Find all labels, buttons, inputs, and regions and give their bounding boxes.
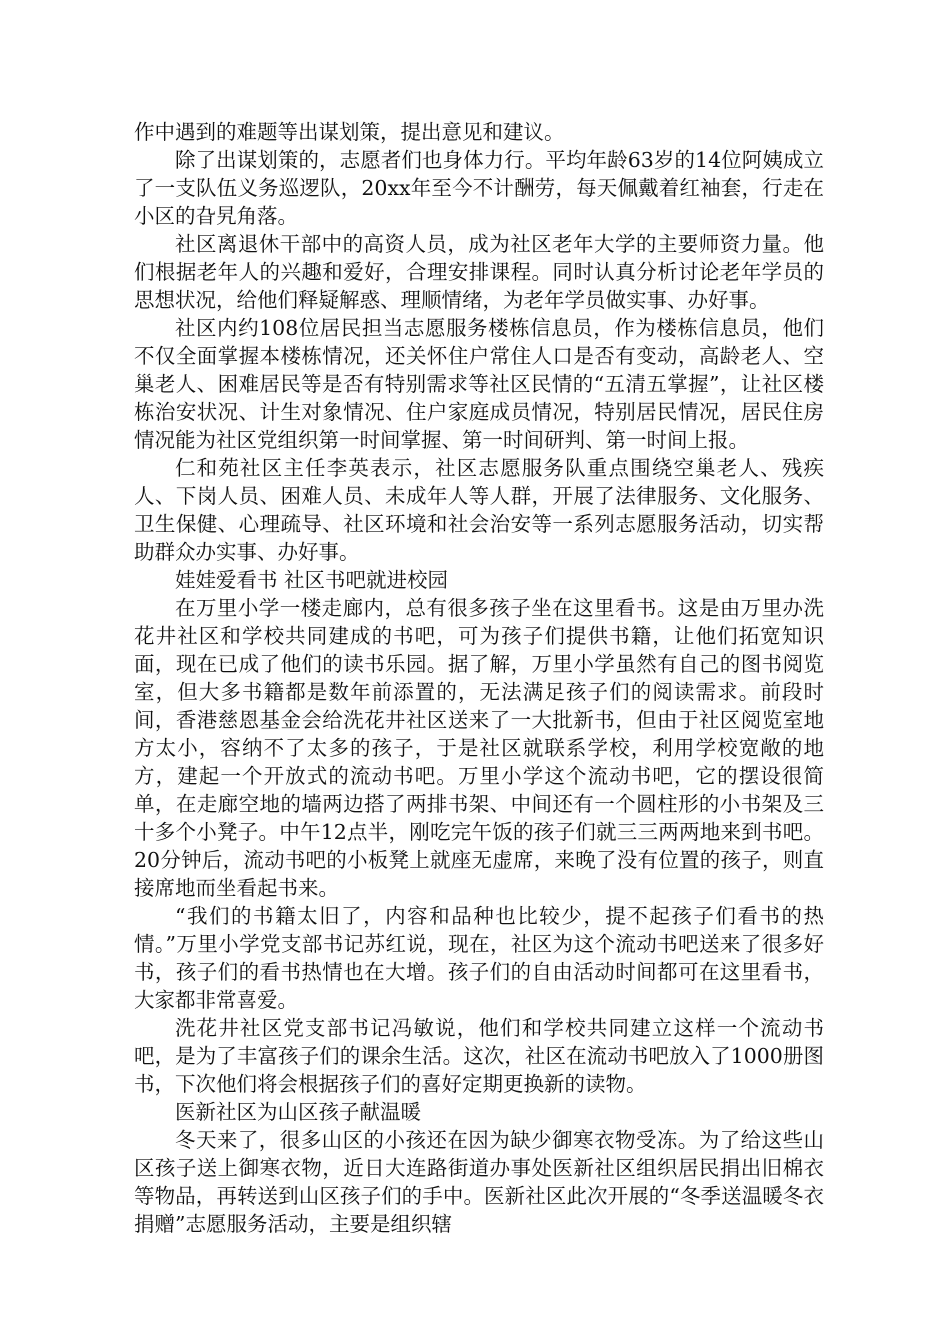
section-heading-mountain-children: 医新社区为山区孩子献温暖 <box>175 1100 421 1124</box>
paragraph-volunteer-services: 仁和苑社区主任李英表示，社区志愿服务队重点围绕空巢老人、残疾人、下岗人员、困难人员、未成年人等人群，开展了法律服务、文化服务、卫生保健、心理疏导、社区环境和社会治安等一系列志愿服务活动，切实帮助群众办实事、办好事。 <box>134 456 824 564</box>
document-body <box>134 118 824 1238</box>
section-heading-book-bar: 娃娃爱看书 社区书吧就进校园 <box>175 568 449 592</box>
paragraph-continuation: 作中遇到的难题等出谋划策，提出意见和建议。 <box>134 120 565 144</box>
paragraph-winter-clothing: 冬天来了，很多山区的小孩还在因为缺少御寒衣物受冻。为了给这些山区孩子送上御寒衣物，近日大连路街道办事处医新社区组织居民捐出旧棉衣等物品，再转送到山区孩子们的手中。医新社区此次开展的“冬季送温暖冬衣捐赠”志愿服务活动，主要是组织辖 <box>134 1128 824 1236</box>
paragraph-building-informants: 社区内约108位居民担当志愿服务楼栋信息员，作为楼栋信息员，他们不仅全面掌握本楼栋情况，还关怀住户常住人口是否有变动，高龄老人、空巢老人、困难居民等是否有特别需求等社区民情的“五清五掌握”，让社区楼栋治安状况、计生对象情况、住户家庭成员情况，特别居民情况，居民住房情况能为社区党组织第一时间掌握、第一时间研判、第一时间上报。 <box>134 316 824 452</box>
paragraph-community-books: 洗花井社区党支部书记冯敏说，他们和学校共同建立这样一个流动书吧，是为了丰富孩子们的课余生活。这次，社区在流动书吧放入了1000册图书，下次他们将会根据孩子们的喜好定期更换新的读物。 <box>134 1016 824 1096</box>
paragraph-patrol-team: 除了出谋划策的，志愿者们也身体力行。平均年龄63岁的14位阿姨成立了一支队伍义务巡逻队，20xx年至今不计酬劳，每天佩戴着红袖套，行走在小区的旮旯角落。 <box>134 148 824 228</box>
paragraph-book-bar: 在万里小学一楼走廊内，总有很多孩子坐在这里看书。这是由万里办洗花井社区和学校共同建成的书吧，可为孩子们提供书籍，让他们拓宽知识面，现在已成了他们的读书乐园。据了解，万里小学虽然有自己的图书阅览室，但大多书籍都是数年前添置的，无法满足孩子们的阅读需求。前段时间，香港慈恩基金会给洗花井社区送来了一大批新书，但由于社区阅览室地方太小，容纳不了太多的孩子，于是社区就联系学校，利用学校宽敞的地方，建起一个开放式的流动书吧。万里小学这个流动书吧，它的摆设很简单，在走廊空地的墙两边搭了两排书架、中间还有一个圆柱形的小书架及三十多个小凳子。中午12点半，刚吃完午饭的孩子们就三三两两地来到书吧。20分钟后，流动书吧的小板凳上就座无虚席，来晚了没有位置的孩子，则直接席地而坐看起书来。 <box>134 596 824 900</box>
paragraph-senior-university: 社区离退休干部中的高资人员，成为社区老年大学的主要师资力量。他们根据老年人的兴趣和爱好，合理安排课程。同时认真分析讨论老年学员的思想状况，给他们释疑解惑、理顺情绪，为老年学员做实事、办好事。 <box>134 232 824 312</box>
paragraph-party-secretary-quote: “我们的书籍太旧了，内容和品种也比较少，提不起孩子们看书的热情。”万里小学党支部书记苏红说，现在，社区为这个流动书吧送来了很多好书，孩子们的看书热情也在大增。孩子们的自由活动时间都可在这里看书，大家都非常喜爱。 <box>134 904 824 1012</box>
